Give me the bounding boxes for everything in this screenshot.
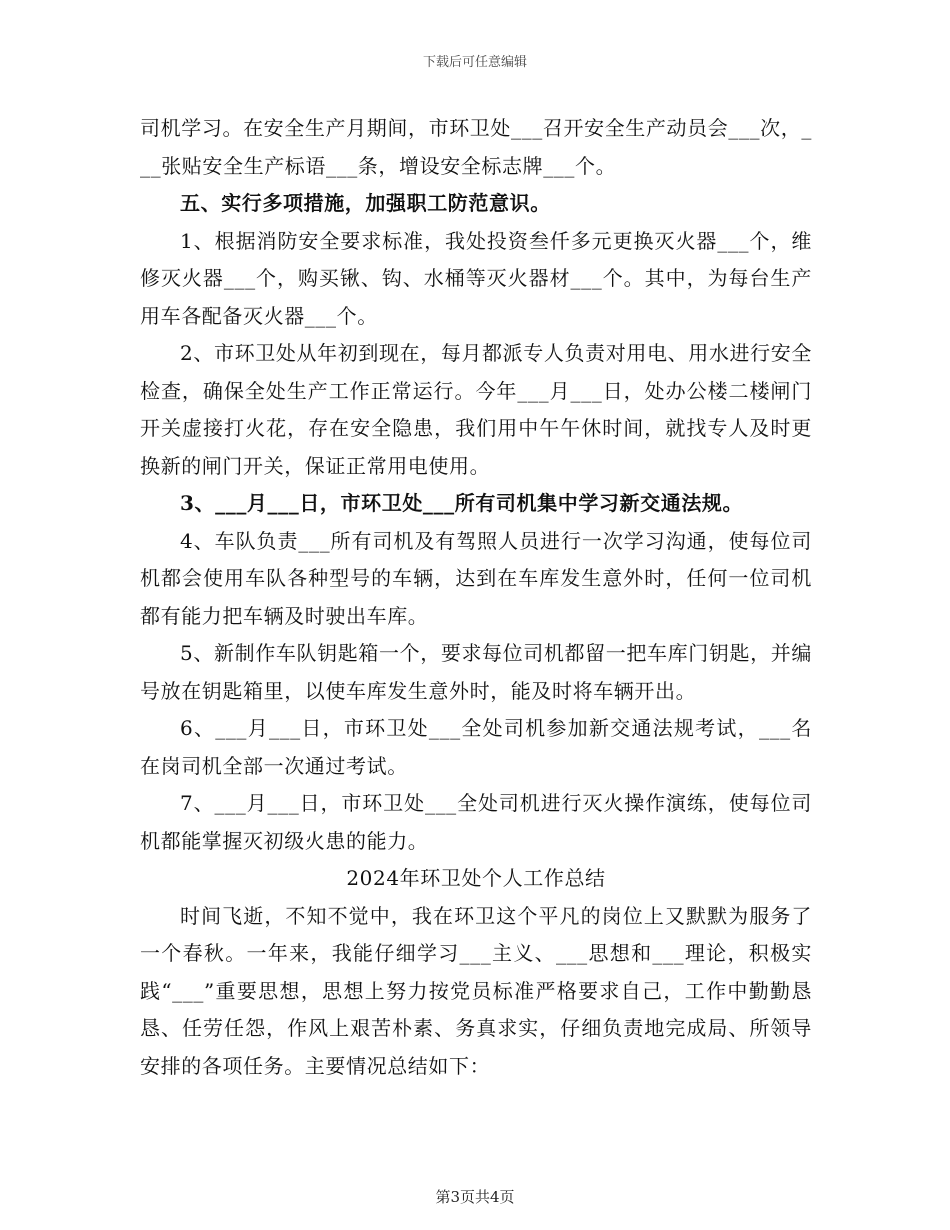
paragraph-item-4: 4、车队负责___所有司机及有驾照人员进行一次学习沟通，使每位司机都会使用车队各种型号的车辆，达到在车库发生意外时，任何一位司机都有能力把车辆及时驶出车库。 — [140, 528, 812, 628]
paragraph-item-1: 1、根据消防安全要求标准，我处投资叁仟多元更换灭火器___个，维修灭火器___个，购买锹、钩、水桶等灭火器材___个。其中，为每台生产用车各配备灭火器___个。 — [140, 228, 812, 328]
summary-paragraph: 时间飞逝，不知不觉中，我在环卫这个平凡的岗位上又默默为服务了一个春秋。一年来，我能仔细学习___主义、___思想和___理论，积极实践“___”重要思想，思想上努力按党员标准严格要求自己，工作中勤勤恳恳、任劳任怨，作风上艰苦朴素、务真求实，仔细负责地完成局、所领导安排的各项任务。主要情况总结如下： — [140, 903, 812, 1078]
page-header: 下载后可任意编辑 — [422, 55, 527, 70]
paragraph-item-5: 5、新制作车队钥匙箱一个，要求每位司机都留一把车库门钥匙，并编号放在钥匙箱里，以使车库发生意外时，能及时将车辆开出。 — [140, 641, 812, 703]
document-body — [140, 110, 812, 1085]
paragraph-continuation: 司机学习。在安全生产月期间，市环卫处___召开安全生产动员会___次，___张贴安全生产标语___条，增设安全标志牌___个。 — [140, 116, 812, 178]
paragraph-item-7: 7、___月___日，市环卫处___全处司机进行灭火操作演练，使每位司机都能掌握灭初级火患的能力。 — [140, 791, 812, 853]
section-heading-5: 五、实行多项措施，加强职工防范意识。 — [180, 191, 551, 215]
page-number: 第3页共4页 — [435, 1188, 515, 1206]
paragraph-item-2: 2、市环卫处从年初到现在，每月都派专人负责对用电、用水进行安全检查，确保全处生产工作正常运行。今年___月___日，处办公楼二楼闸门开关虚接打火花，存在安全隐患，我们用中午午休时间，就找专人及时更换新的闸门开关，保证正常用电使用。 — [140, 341, 812, 478]
document-section-title: 2024年环卫处个人工作总结 — [346, 866, 606, 890]
paragraph-item-3: 3、___月___日，市环卫处___所有司机集中学习新交通法规。 — [180, 491, 744, 515]
paragraph-item-6: 6、___月___日，市环卫处___全处司机参加新交通法规考试，___名在岗司机全部一次通过考试。 — [140, 716, 812, 778]
